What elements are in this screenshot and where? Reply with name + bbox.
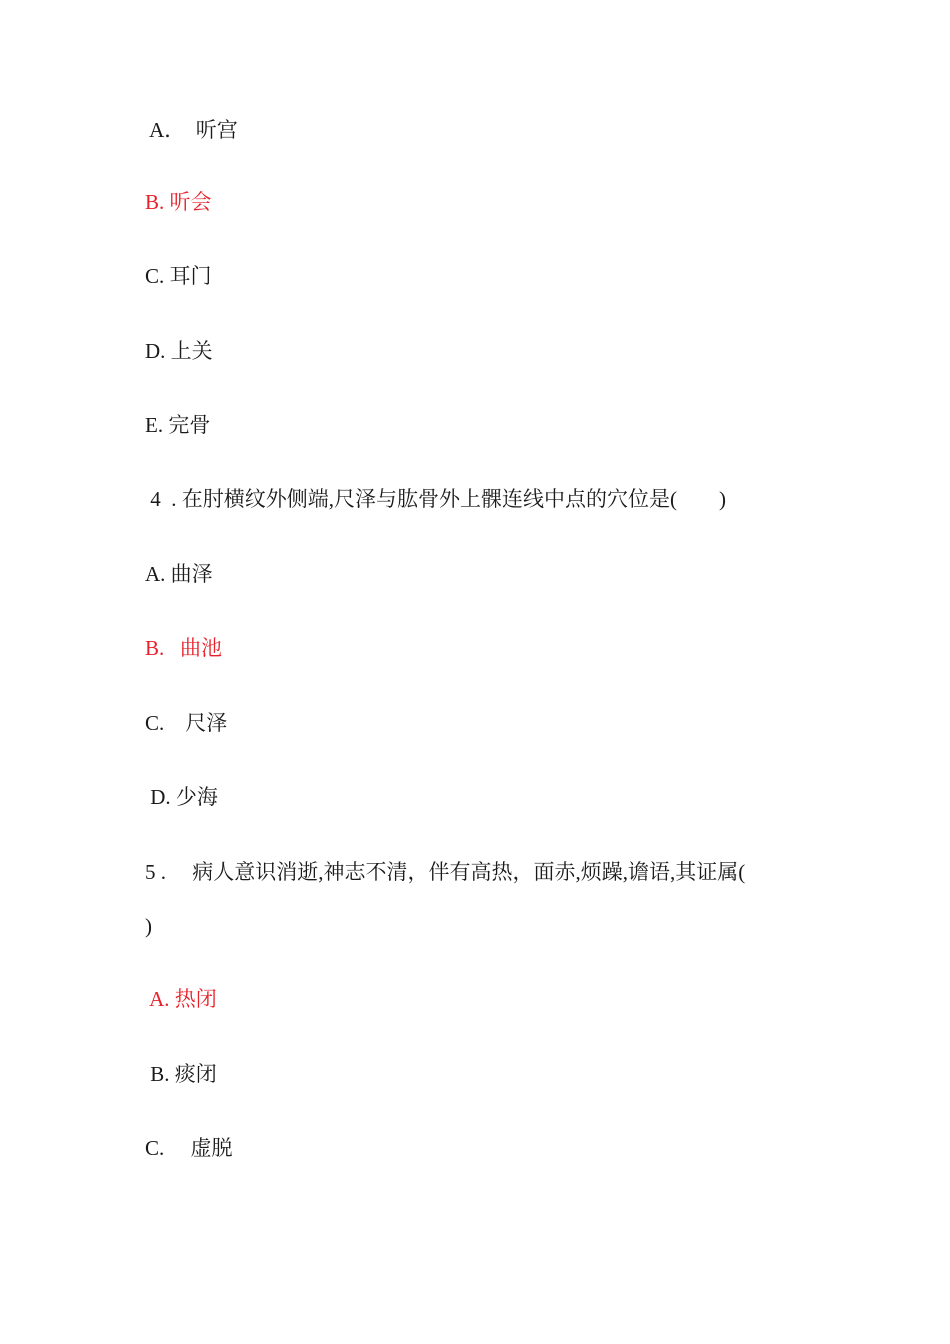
q4-option-b-answer: B. 曲池	[145, 636, 223, 660]
q3-option-c: C. 耳门	[145, 264, 212, 288]
q5-option-a-answer: A. 热闭	[145, 987, 217, 1011]
q4-option-c: C. 尺泽	[145, 711, 228, 735]
q3-option-e: E. 完骨	[145, 413, 211, 437]
q5-option-c: C. 虚脱	[145, 1136, 233, 1160]
q3-option-a: A． 听宫	[145, 118, 238, 142]
q4-option-a: A. 曲泽	[145, 562, 213, 586]
q3-option-d: D. 上关	[145, 339, 213, 363]
q5-option-b: B. 痰闭	[145, 1062, 217, 1086]
q5-question-line2: )	[145, 914, 152, 938]
q5-question-line1: 5 . 病人意识消逝,神志不清，伴有高热，面赤,烦躁,谵语,其证属(	[145, 860, 746, 884]
q4-option-d: D. 少海	[145, 785, 218, 809]
q3-option-b-answer: B. 听会	[145, 190, 212, 214]
q4-question: 4 . 在肘横纹外侧端,尺泽与肱骨外上髁连线中点的穴位是( )	[145, 487, 726, 511]
